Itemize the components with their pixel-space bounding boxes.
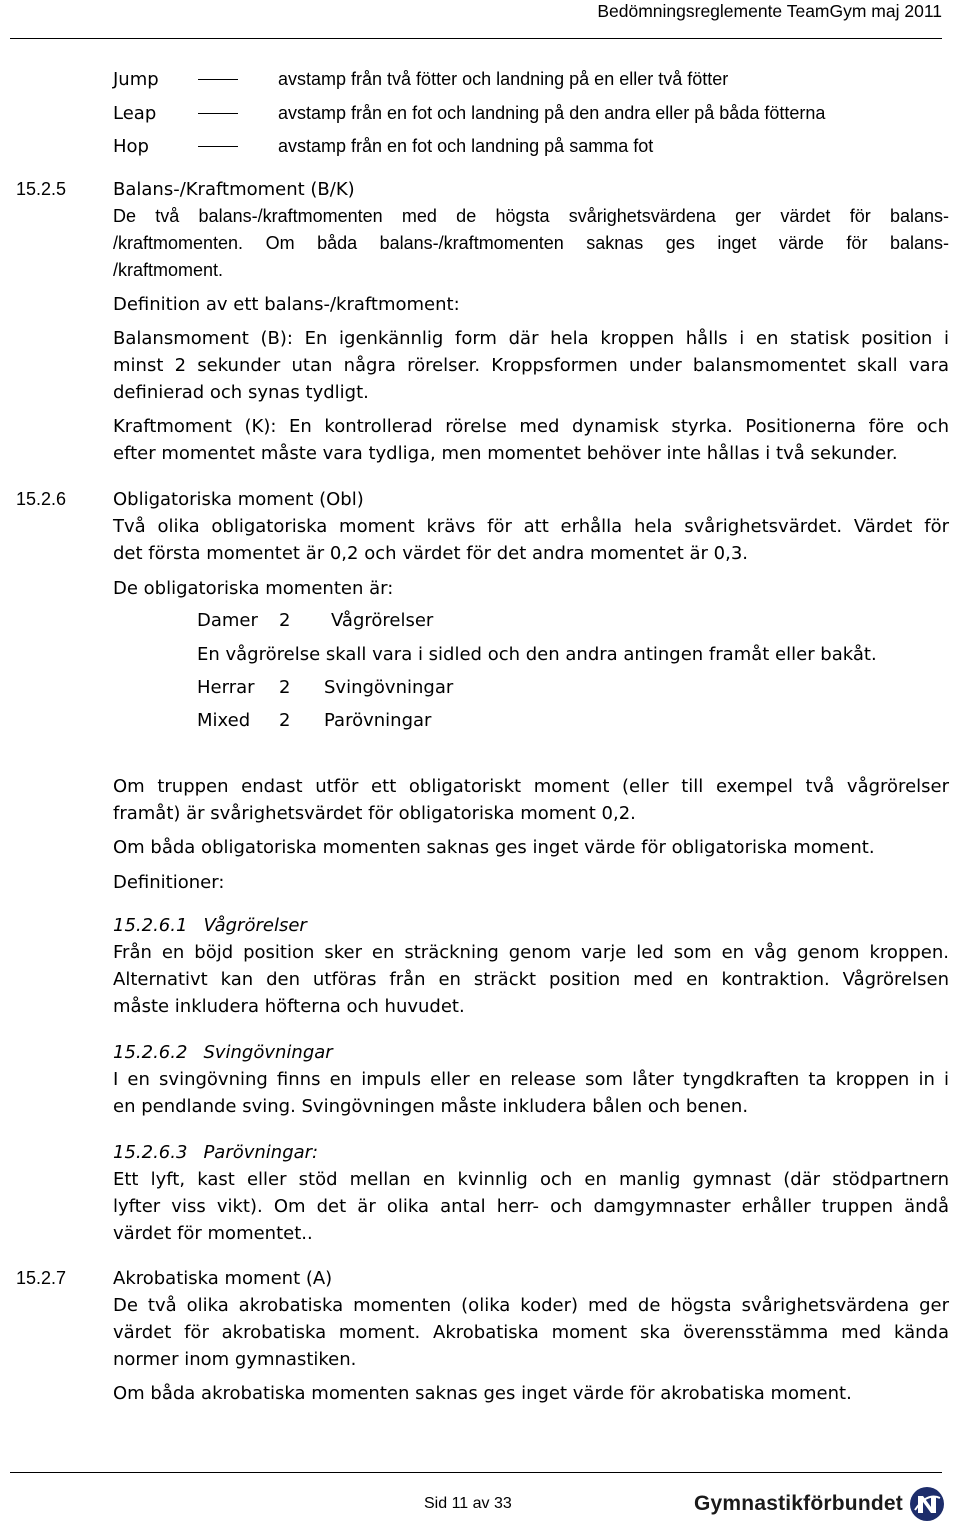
herrar-count: 2 [279, 677, 291, 698]
kraft-line [113, 413, 949, 440]
dash [198, 146, 238, 147]
paragraph-line: De två balans-/kraftmomenten med de högsta svårighetsvärdena ger värdet för balans- [113, 206, 949, 226]
paragraph-line: Två olika obligatoriska moment krävs för att erhålla hela svårighetsvärdet. Värdet för [113, 516, 949, 537]
mixed-item: Parövningar [324, 710, 432, 731]
subsection-number: 15.2.6.1 [113, 915, 188, 936]
paragraph-line: en pendlande sving. Svingövningen måste inkludera bålen och benen. [113, 1096, 749, 1117]
paragraph-line: I en svingövning finns en impuls eller en release som låter tyngdkraften ta kroppen in i [113, 1069, 949, 1090]
jump-term: Jump [113, 69, 159, 90]
paragraph-line: minst 2 sekunder utan några rörelser. Kroppsformen under balansmomentet skall vara [113, 355, 949, 376]
subsection-title: Vågrörelser [203, 915, 307, 936]
paragraph-line: lyfter viss vikt). Om det är olika antal herr- och damgymnaster erhåller truppen ändå [113, 1196, 949, 1217]
paragraph-line: värdet för akrobatiska moment. Akrobatiska moment ska överensstämma med kända [113, 1322, 949, 1343]
subsection-title: Svingövningar [203, 1042, 333, 1063]
paragraph-line: Om båda obligatoriska momenten saknas ges inget värde för obligatoriska moment. [113, 837, 875, 858]
gymnastikforbundet-logo [694, 1486, 945, 1522]
paragraph-line: Alternativt kan den utföras från en sträckt position med en kontraktion. Vågrörelsen [113, 969, 949, 990]
subsection-title: Parövningar: [203, 1142, 319, 1163]
section-number: 15.2.7 [16, 1268, 67, 1288]
paragraph-line: värdet för momentet.. [113, 1223, 313, 1244]
section-number: 15.2.5 [16, 179, 67, 199]
subsection-number: 15.2.6.3 [113, 1142, 188, 1163]
paragraph-line: /kraftmoment. [113, 260, 224, 280]
leap-desc: avstamp från en fot och landning på den andra eller på båda fötterna [278, 103, 826, 123]
paragraph-line: /kraftmomenten. Om båda balans-/kraftmomenten saknas ges inget värde för balans- [113, 233, 949, 253]
balans-label: Balansmoment (B): [113, 328, 293, 349]
section-title: Obligatoriska moment (Obl) [113, 489, 364, 510]
leap-term: Leap [113, 103, 157, 124]
balans-line [113, 325, 949, 352]
paragraph-line: efter momentet måste vara tydliga, men momentet behöver inte hållas i två sekunder. [113, 443, 898, 464]
mixed-count: 2 [279, 710, 291, 731]
paragraph-line: det första momentet är 0,2 och värdet för det andra momentet är 0,3. [113, 543, 749, 564]
definitions-heading: Definitioner: [113, 872, 225, 893]
header-title: Bedömningsreglemente TeamGym maj 2011 [597, 1, 942, 21]
herrar-item: Svingövningar [324, 677, 454, 698]
paragraph-line: måste inkludera höfterna och huvudet. [113, 996, 465, 1017]
section-number: 15.2.6 [16, 489, 67, 509]
kraft-text: En kontrollerad rörelse med dynamisk styrka. Positionerna före och [289, 416, 949, 437]
logo-text: Gymnastikförbundet [694, 1492, 903, 1515]
hop-desc: avstamp från en fot och landning på samma fot [278, 136, 654, 156]
footer-rule [10, 1472, 942, 1473]
paragraph-line: Om truppen endast utför ett obligatoriskt moment (eller till exempel två vågrörelser [113, 776, 949, 797]
kraft-label: Kraftmoment (K): [113, 416, 277, 437]
dash [198, 79, 238, 80]
header-rule [10, 38, 942, 39]
subsection-heading [113, 1139, 318, 1166]
mixed-label: Mixed [197, 710, 251, 731]
list-heading: De obligatoriska momenten är: [113, 578, 394, 599]
dash [198, 113, 238, 114]
damer-note: En vågrörelse skall vara i sidled och den andra antingen framåt eller bakåt. [197, 644, 877, 665]
subsection-heading [113, 912, 307, 939]
section-title: Balans-/Kraftmoment (B/K) [113, 179, 355, 200]
paragraph-line: De två olika akrobatiska momenten (olika koder) med de högsta svårighetsvärdena ger [113, 1295, 949, 1316]
paragraph-line: Om båda akrobatiska momenten saknas ges inget värde för akrobatiska moment. [113, 1383, 852, 1404]
hop-term: Hop [113, 136, 149, 157]
page-number: Sid 11 av 33 [424, 1495, 512, 1512]
herrar-label: Herrar [197, 677, 255, 698]
jump-desc: avstamp från två fötter och landning på en eller två fötter [278, 69, 729, 89]
subsection-number: 15.2.6.2 [113, 1042, 188, 1063]
paragraph-line: Ett lyft, kast eller stöd mellan en kvinnlig och en manlig gymnast (där stödpartnern [113, 1169, 949, 1190]
logo-emblem-icon [909, 1486, 945, 1522]
paragraph-line: Från en böjd position sker en sträckning genom varje led som en våg genom kroppen. [113, 942, 949, 963]
definition-heading: Definition av ett balans-/kraftmoment: [113, 294, 460, 315]
damer-count: 2 [279, 610, 291, 631]
damer-label: Damer [197, 610, 258, 631]
paragraph-line: normer inom gymnastiken. [113, 1349, 357, 1370]
paragraph-line: definierad och synas tydligt. [113, 382, 369, 403]
subsection-heading [113, 1039, 333, 1066]
section-title: Akrobatiska moment (A) [113, 1268, 333, 1289]
damer-item: Vågrörelser [331, 610, 434, 631]
balans-text: En igenkännlig form där hela kroppen hålls i en statisk position i [304, 328, 949, 349]
paragraph-line: framåt) är svårighetsvärdet för obligatoriska moment 0,2. [113, 803, 636, 824]
